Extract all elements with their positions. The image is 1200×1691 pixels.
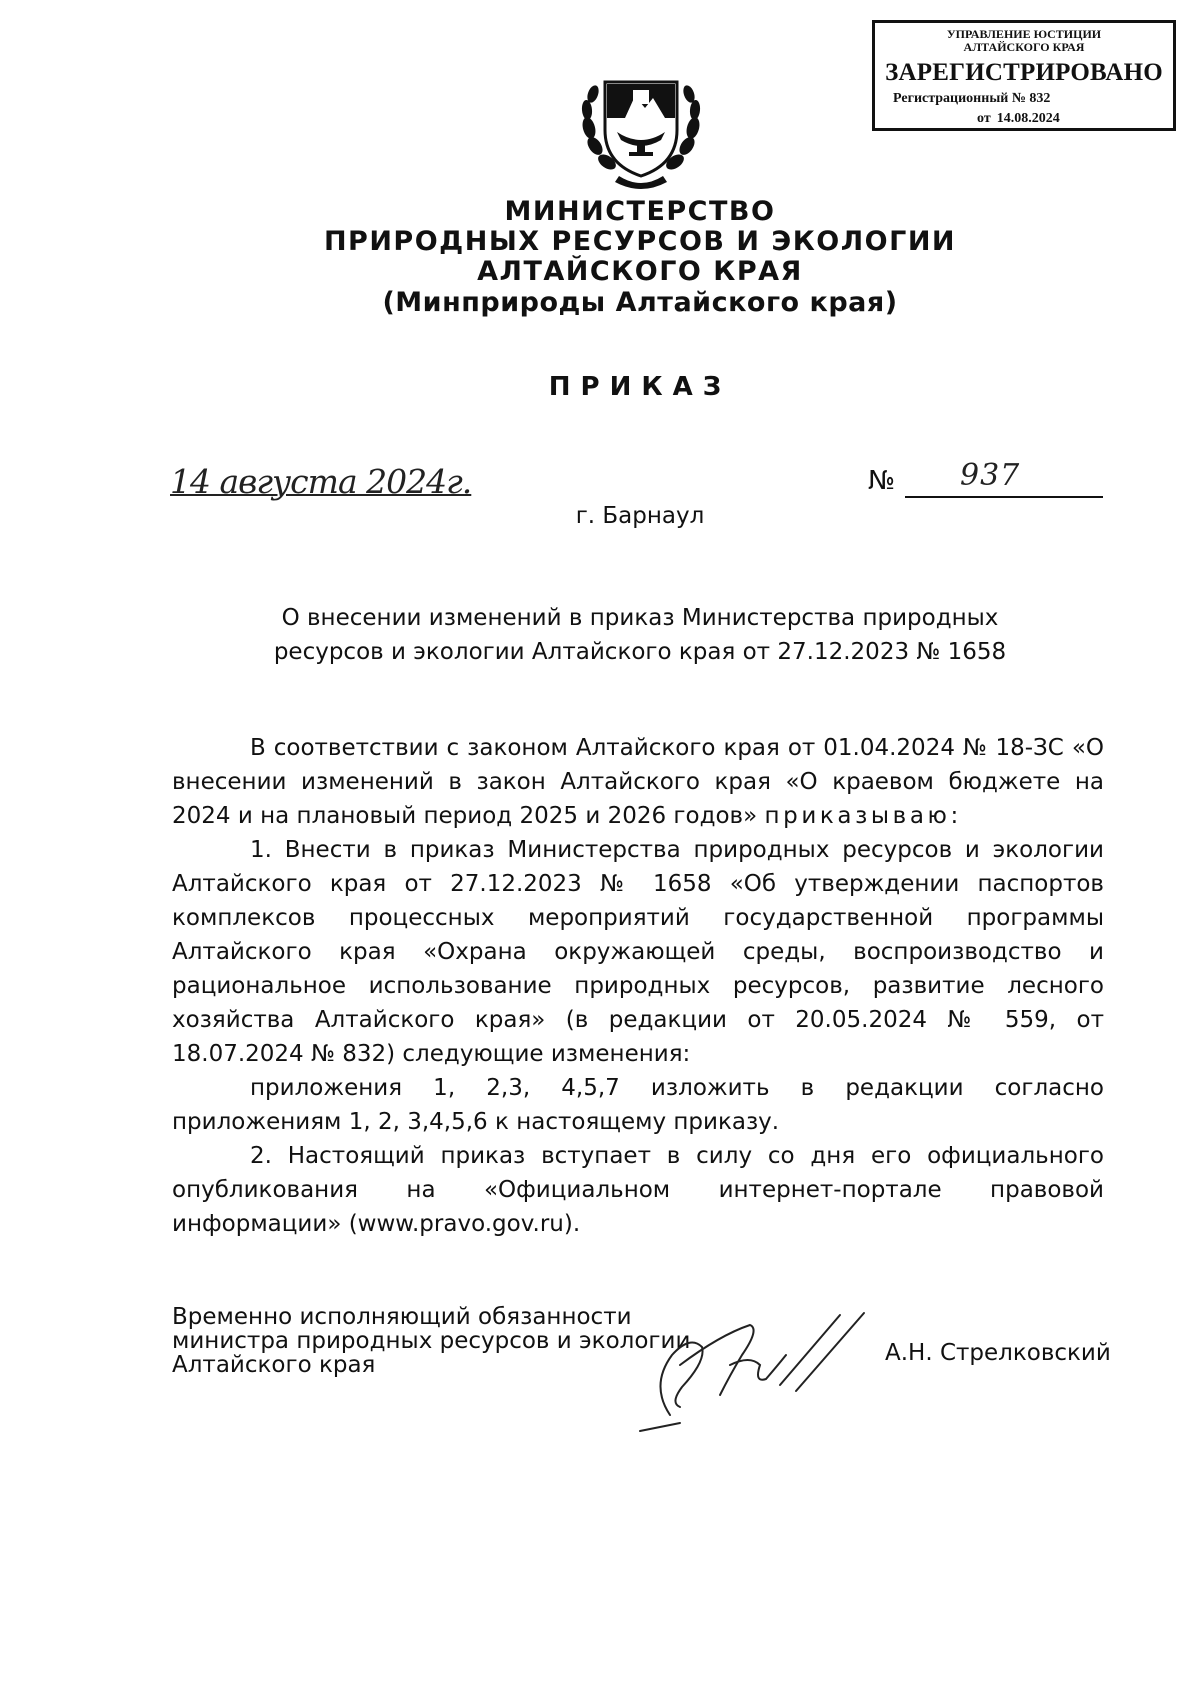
- signer-position-line2: министра природных ресурсов и экологии: [172, 1328, 691, 1354]
- stamp-date: 14.08.2024: [996, 111, 1060, 126]
- stamp-status: ЗАРЕГИСТРИРОВАНО: [885, 59, 1163, 86]
- signer-name: А.Н. Стрелковский: [885, 1340, 1111, 1366]
- body-p1-verb: приказываю:: [764, 803, 962, 829]
- registration-stamp: [872, 20, 1176, 131]
- subject-line2: ресурсов и экологии Алтайского края от 27.12.2023 № 1658: [273, 639, 1007, 665]
- ministry-line3: АЛТАЙСКОГО КРАЯ: [477, 256, 803, 287]
- body-paragraph-3: приложения 1, 2,3, 4,5,7 изложить в редакции согласно приложениям 1, 2, 3,4,5,6 к настоящему приказу.: [172, 1075, 1104, 1135]
- stamp-reg-number: Регистрационный № 832: [893, 91, 1051, 106]
- body-p1-text: В соответствии с законом Алтайского края от 01.04.2024 № 18-ЗС «О внесении изменений в закон Алтайского края «О краевом бюджете на 2024 и на плановый период 2025 и 2026 годов»: [172, 735, 1104, 829]
- order-subject: [200, 601, 1080, 669]
- signer-position-line1: Временно исполняющий обязанности: [172, 1304, 632, 1330]
- stamp-date-row: [977, 111, 1060, 127]
- ministry-line1: МИНИСТЕРСТВО: [504, 196, 776, 227]
- subject-line1: О внесении изменений в приказ Министерства природных: [281, 605, 999, 631]
- order-number-underline: [905, 496, 1103, 498]
- order-body: [172, 731, 1104, 1241]
- body-paragraph-2: 1. Внести в приказ Министерства природных ресурсов и экологии Алтайского края от 27.12.2023 № 1658 «Об утверждении паспортов комплексов процессных мероприятий государственной программы Алтайского края «Охрана окружающей среды, воспроизводство и рациональное использование природных ресурсов, развитие лесного хозяйства Алтайского края» (в редакции от 20.05.2024 № 559, от 18.07.2024 № 832) следующие изменения:: [172, 837, 1104, 1067]
- stamp-org: УПРАВЛЕНИЕ ЮСТИЦИИ АЛТАЙСКОГО КРАЯ: [946, 27, 1102, 54]
- document-type: ПРИКАЗ: [548, 372, 732, 402]
- order-number-label: №: [868, 466, 896, 496]
- body-paragraph-1: [172, 731, 1104, 833]
- signer-position-line3: Алтайского края: [172, 1352, 376, 1378]
- handwritten-signature: [610, 1295, 890, 1445]
- stamp-date-label: от: [977, 111, 991, 126]
- ministry-line2: ПРИРОДНЫХ РЕСУРСОВ И ЭКОЛОГИИ: [323, 226, 957, 257]
- order-date-handwritten: 14 августа 2024г.: [170, 462, 472, 501]
- body-paragraph-4: 2. Настоящий приказ вступает в силу со дня его официального опубликования на «Официальном интернет-портале правовой информации» (www.pravo.gov.ru).: [172, 1143, 1104, 1237]
- ministry-short-name: (Минприроды Алтайского края): [382, 287, 898, 318]
- coat-of-arms-emblem: [575, 68, 707, 196]
- city: г. Барнаул: [575, 503, 705, 529]
- order-number-handwritten: 937: [960, 458, 1021, 493]
